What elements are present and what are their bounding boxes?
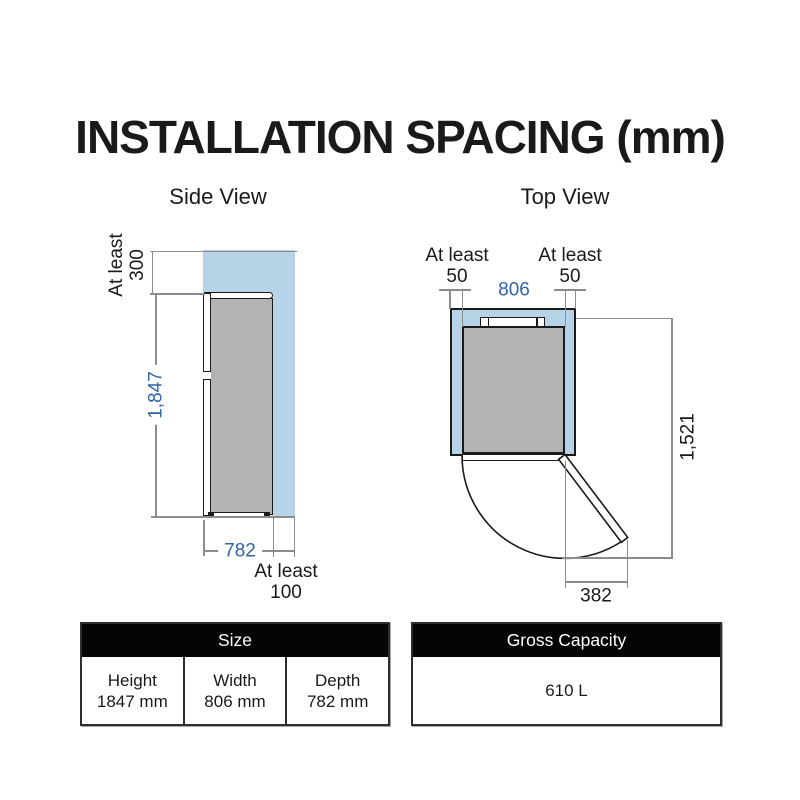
spacer-divider [536, 317, 538, 327]
side-height-label: 1,847 [146, 365, 167, 425]
capacity-table [411, 622, 722, 726]
dimension-line [565, 461, 567, 588]
table-cell-depth [285, 657, 388, 724]
top-right-clearance-label [538, 245, 601, 287]
cell-value: 782 mm [306, 691, 369, 711]
spacer-divider [488, 317, 490, 327]
dimension-line [576, 318, 672, 320]
table-cell-width [183, 657, 286, 724]
dimension-line [565, 290, 567, 327]
size-table-header: Size [82, 624, 388, 657]
dimension-line [439, 289, 471, 291]
label-line: At least [538, 245, 602, 266]
size-table [80, 622, 390, 726]
side-front-clearance-label [254, 561, 317, 603]
top-depth-label: 1,521 [677, 413, 699, 461]
side-depth-label: 782 [218, 540, 262, 561]
dimension-line [152, 251, 154, 294]
label-line: At least [254, 561, 318, 582]
label-line: 50 [559, 266, 581, 287]
dimension-line [562, 557, 673, 559]
dimension-line [449, 290, 451, 309]
table-cell-height [82, 657, 183, 724]
cell-value: 1847 mm [96, 691, 168, 711]
size-table-body [82, 657, 388, 724]
capacity-table-header: Gross Capacity [413, 624, 720, 657]
cell-value: 806 mm [204, 691, 266, 711]
label-line: At least [425, 245, 489, 266]
door-swing-arc [462, 456, 627, 559]
cell-value: 610 L [545, 681, 588, 700]
dimension-line [150, 293, 205, 295]
fridge-door-open [559, 455, 628, 543]
dimension-line [565, 581, 628, 583]
table-cell-capacity [413, 657, 720, 724]
top-left-clearance-label [425, 245, 488, 287]
label-line: 300 [127, 249, 148, 281]
fridge-body-side [210, 298, 273, 515]
top-view-label: Top View [520, 184, 610, 209]
dimension-line [575, 290, 577, 309]
side-top-clearance-label [106, 233, 148, 296]
cell-label: Depth [314, 670, 361, 690]
dimension-line [462, 290, 464, 327]
page-title: INSTALLATION SPACING (mm) [75, 111, 725, 163]
label-line: 50 [446, 266, 468, 287]
cell-label: Height [107, 670, 157, 690]
dimension-line [554, 289, 586, 291]
label-line: 100 [270, 582, 302, 603]
dimension-line [150, 251, 297, 253]
fridge-door-gap [203, 371, 211, 380]
fridge-body-top [462, 326, 565, 454]
side-clearance-rear [273, 250, 295, 517]
door-projection-label: 382 [580, 585, 612, 607]
side-view-label: Side View [169, 184, 267, 209]
fridge-door-closed [462, 454, 564, 461]
dimension-line [671, 318, 673, 558]
capacity-table-body [413, 657, 720, 724]
label-line: At least [106, 233, 127, 297]
cell-label: Width [213, 670, 257, 690]
top-width-label: 806 [492, 280, 536, 301]
